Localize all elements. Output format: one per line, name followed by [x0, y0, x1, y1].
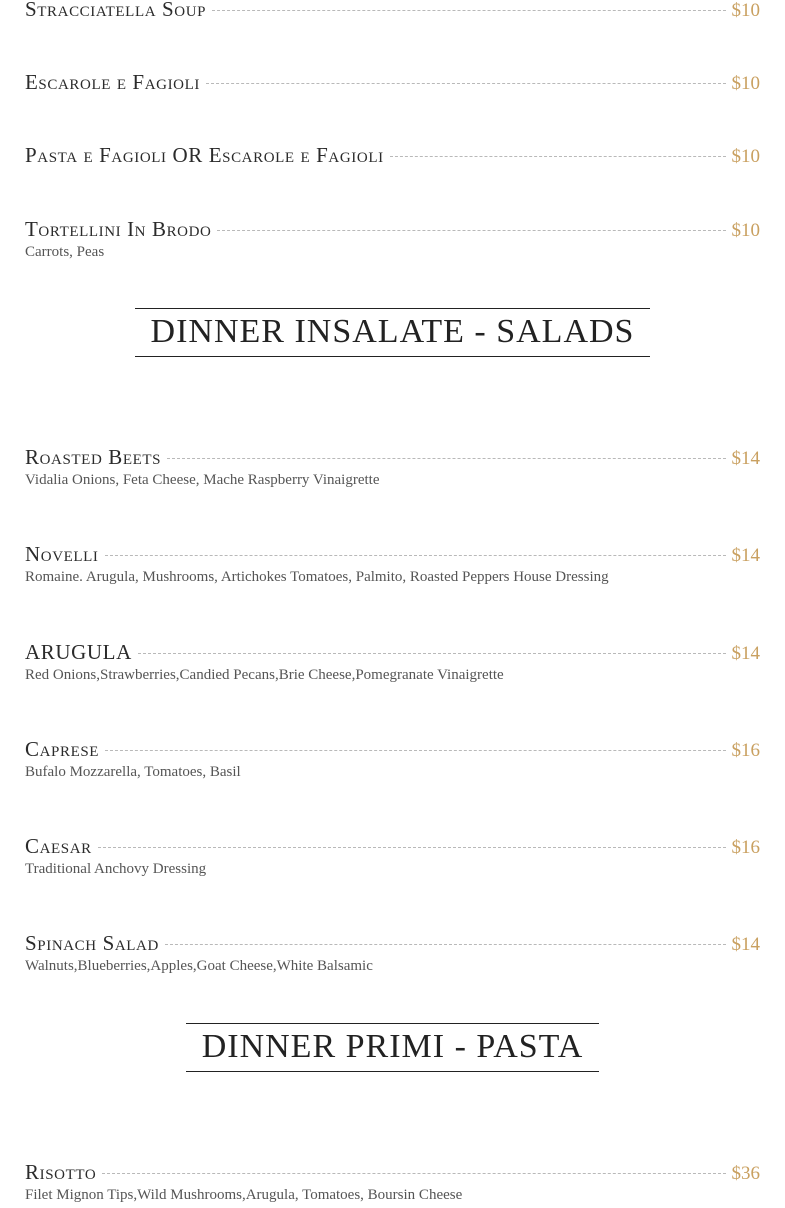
item-description: Vidalia Onions, Feta Cheese, Mache Raspberry Vinaigrette: [25, 472, 380, 488]
item-name: Tortellini In Brodo: [25, 217, 212, 241]
dotted-leader: [98, 847, 726, 848]
item-description: Bufalo Mozzarella, Tomatoes, Basil: [25, 764, 241, 780]
dotted-leader: [105, 750, 725, 751]
item-row: [25, 0, 760, 21]
item-name: Spinach Salad: [25, 931, 159, 955]
item-row: [25, 217, 760, 241]
item-row: [25, 640, 760, 664]
item-price: $14: [731, 643, 760, 664]
item-price: $16: [731, 740, 760, 761]
item-price: $10: [731, 73, 760, 94]
menu-item-pasta-e-fagioli: [25, 143, 760, 167]
item-name: Risotto: [25, 1160, 97, 1184]
menu-item-caesar: [25, 834, 760, 878]
item-row: [25, 931, 760, 955]
item-price: $10: [731, 220, 760, 241]
item-row: [25, 70, 760, 94]
section-title: DINNER INSALATE - SALADS: [135, 308, 651, 357]
item-row: [25, 1160, 760, 1184]
menu-item-spinach-salad: [25, 931, 760, 975]
menu-item-novelli: [25, 542, 760, 586]
item-price: $10: [731, 0, 760, 21]
item-name: Novelli: [25, 542, 99, 566]
dotted-leader: [167, 458, 725, 459]
dotted-leader: [102, 1173, 725, 1174]
item-name: Escarole e Fagioli: [25, 70, 200, 94]
dotted-leader: [217, 230, 725, 231]
item-price: $14: [731, 934, 760, 955]
menu-item-escarole-e-fagioli: [25, 70, 760, 94]
dotted-leader: [212, 10, 725, 11]
item-description: Traditional Anchovy Dressing: [25, 861, 207, 877]
section-heading-salads: [0, 308, 785, 357]
section-title: DINNER PRIMI - PASTA: [186, 1023, 600, 1072]
menu-item-risotto: [25, 1160, 760, 1204]
item-description: Red Onions,Strawberries,Candied Pecans,Brie Cheese,Pomegranate Vinaigrette: [25, 667, 504, 683]
item-name: Stracciatella Soup: [25, 0, 207, 21]
dotted-leader: [390, 156, 726, 157]
dotted-leader: [138, 653, 726, 654]
item-name: Caprese: [25, 737, 100, 761]
item-price: $36: [731, 1163, 760, 1184]
menu-item-tortellini-in-brodo: [25, 217, 760, 261]
item-price: $10: [731, 146, 760, 167]
item-price: $16: [731, 837, 760, 858]
item-row: [25, 143, 760, 167]
menu-item-roasted-beets: [25, 445, 760, 489]
item-row: [25, 737, 760, 761]
dotted-leader: [165, 944, 726, 945]
menu-item-arugula: [25, 640, 760, 684]
item-name: Caesar: [25, 834, 92, 858]
menu-item-stracciatella-soup: [25, 0, 760, 21]
item-row: [25, 542, 760, 566]
item-row: [25, 834, 760, 858]
item-description: Walnuts,Blueberries,Apples,Goat Cheese,White Balsamic: [25, 958, 373, 974]
item-name: ARUGULA: [25, 640, 132, 664]
dotted-leader: [105, 555, 726, 556]
item-row: [25, 445, 760, 469]
section-heading-pasta: [0, 1023, 785, 1072]
item-description: Filet Mignon Tips,Wild Mushrooms,Arugula, Tomatoes, Boursin Cheese: [25, 1187, 463, 1203]
item-description: Carrots, Peas: [25, 244, 105, 260]
item-price: $14: [731, 448, 760, 469]
item-name: Pasta e Fagioli OR Escarole e Fagioli: [25, 143, 384, 167]
dotted-leader: [206, 83, 726, 84]
item-price: $14: [731, 545, 760, 566]
item-description: Romaine. Arugula, Mushrooms, Artichokes Tomatoes, Palmito, Roasted Peppers House Dressing: [25, 569, 609, 585]
menu-item-caprese: [25, 737, 760, 781]
item-name: Roasted Beets: [25, 445, 162, 469]
